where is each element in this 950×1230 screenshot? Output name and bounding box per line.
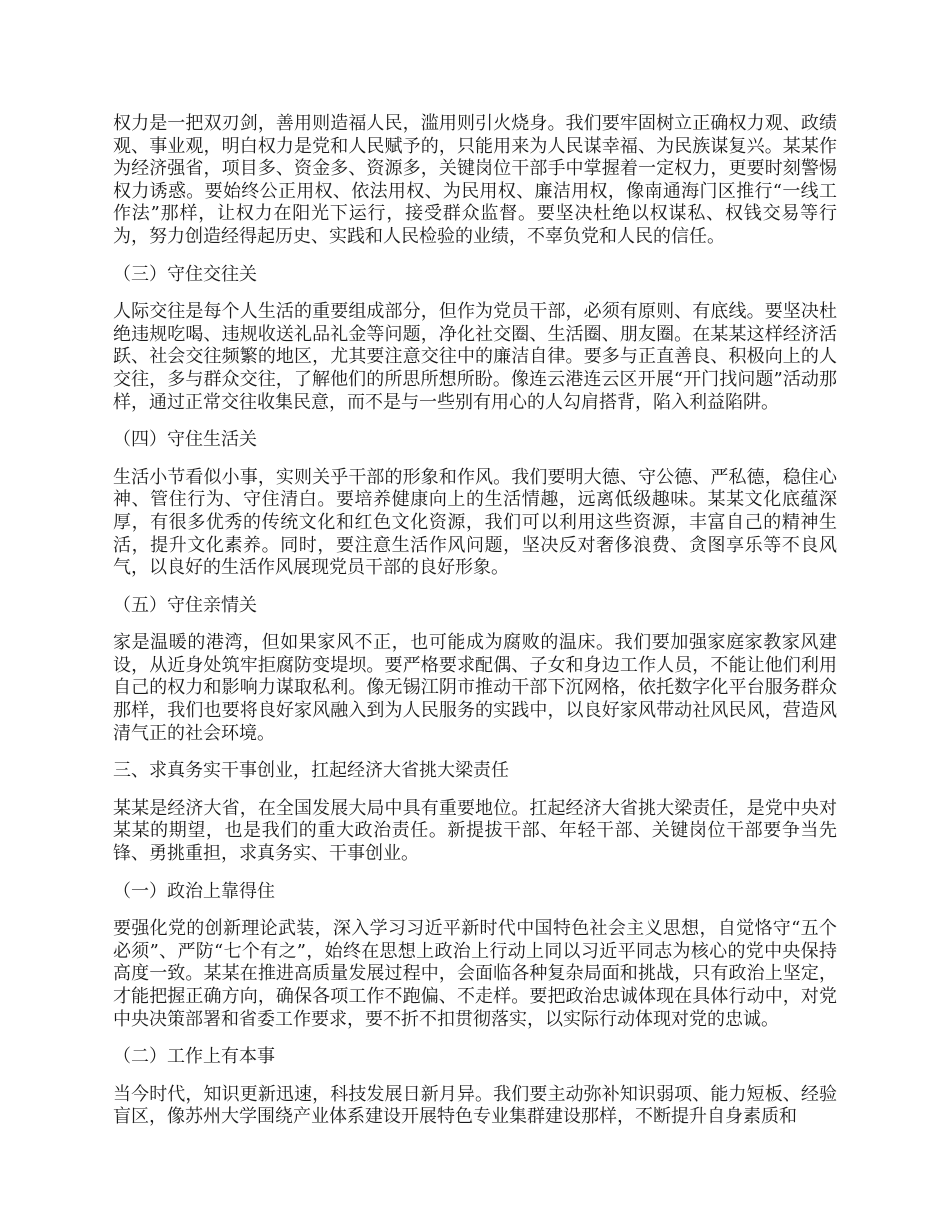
section-heading-life: （四）守住生活关 [113, 429, 257, 451]
document-page [113, 113, 837, 1144]
section-heading-work-ability: （二）工作上有本事 [113, 1046, 275, 1068]
paragraph-political-reliability: 要强化党的创新理论武装，深入学习习近平新时代中国特色社会主义思想，自觉恪守“五个必须”、严防“七个有之”，始终在思想上政治上行动上同以习近平同志为核心的党中央保持高度一致。某某在推进高质量发展过程中，会面临各种复杂局面和挑战，只有政治上坚定，才能把握正确方向，确保各项工作不跑偏、不走样。要把政治忠诚体现在具体行动中，对党中央决策部署和省委工作要求，要不折不扣贯彻落实，以实际行动体现对党的忠诚。 [113, 918, 837, 1030]
paragraph-life: 生活小节看似小事，实则关乎干部的形象和作风。我们要明大德、守公德、严私德，稳住心神、管住行为、守住清白。要培养健康向上的生活情趣，远离低级趣味。某某文化底蕴深厚，有很多优秀的传统文化和红色文化资源，我们可以利用这些资源，丰富自己的精神生活，提升文化素养。同时，要注意生活作风问题，坚决反对奢侈浪费、贪图享乐等不良风气，以良好的生活作风展现党员干部的良好形象。 [113, 466, 837, 579]
paragraph-social-relations: 人际交往是每个人生活的重要组成部分，但作为党员干部，必须有原则、有底线。要坚决杜绝违规吃喝、违规收送礼品礼金等问题，净化社交圈、生活圈、朋友圈。在某某这样经济活跃、社会交往频繁的地区，尤其要注意交往中的廉洁自律。要多与正直善良、积极向上的人交往，多与群众交往，了解他们的所思所想所盼。像连云港连云区开展“开门找问题”活动那样，通过正常交往收集民意，而不是与一些别有用心的人勾肩搭背，陷入利益陷阱。 [113, 301, 837, 413]
paragraph-work-ability: 当今时代，知识更新迅速，科技发展日新月异。我们要主动弥补知识弱项、能力短板、经验盲区，像苏州大学围绕产业体系建设开展特色专业集群建设那样，不断提升自身素质和 [113, 1083, 837, 1128]
section-heading-family: （五）守住亲情关 [113, 594, 257, 616]
section-heading-social-relations: （三）守住交往关 [113, 263, 257, 285]
section-heading-political-reliability: （一）政治上靠得住 [113, 880, 275, 902]
chapter-heading-three: 三、求真务实干事创业，扛起经济大省挑大梁责任 [113, 760, 509, 782]
paragraph-economic-responsibility: 某某是经济大省，在全国发展大局中具有重要地位。扛起经济大省挑大梁责任，是党中央对某某的期望，也是我们的重大政治责任。新提拔干部、年轻干部、关键岗位干部要争当先锋、勇挑重担，求真务实、干事创业。 [113, 797, 837, 865]
paragraph-family: 家是温暖的港湾，但如果家风不正，也可能成为腐败的温床。我们要加强家庭家教家风建设，从近身处筑牢拒腐防变堤坝。要严格要求配偶、子女和身边工作人员，不能让他们利用自己的权力和影响力谋取私利。像无锡江阴市推动干部下沉网格，依托数字化平台服务群众那样，我们也要将良好家风融入到为人民服务的实践中，以良好家风带动社风民风，营造风清气正的社会环境。 [113, 632, 837, 744]
paragraph-power: 权力是一把双刃剑，善用则造福人民，滥用则引火烧身。我们要牢固树立正确权力观、政绩观、事业观，明白权力是党和人民赋予的，只能用来为人民谋幸福、为民族谋复兴。某某作为经济强省，项目多、资金多、资源多，关键岗位干部手中掌握着一定权力，更要时刻警惕权力诱惑。要始终公正用权、依法用权、为民用权、廉洁用权，像南通海门区推行“一线工作法”那样，让权力在阳光下运行，接受群众监督。要坚决杜绝以权谋私、权钱交易等行为，努力创造经得起历史、实践和人民检验的业绩，不辜负党和人民的信任。 [113, 113, 837, 247]
